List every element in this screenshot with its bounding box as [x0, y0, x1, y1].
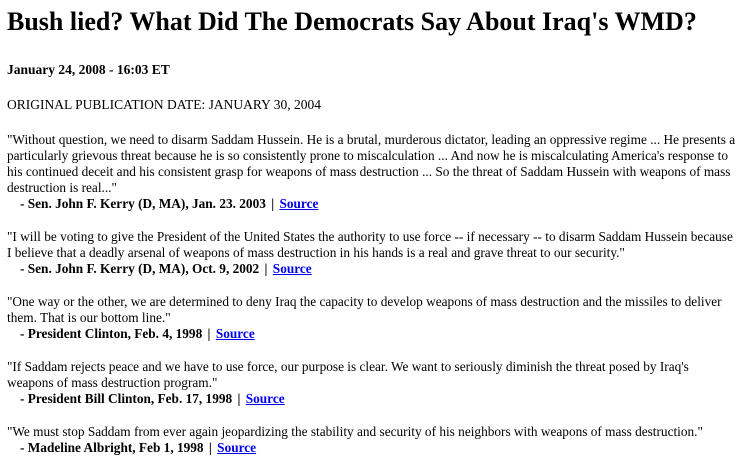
attribution-text: - Sen. John F. Kerry (D, MA), Jan. 23. 2003 [20, 196, 266, 212]
quote-attribution [7, 326, 255, 342]
article-dateline: January 24, 2008 - 16:03 ET [7, 62, 170, 78]
quote-attribution [7, 440, 256, 456]
quote-attribution [7, 261, 312, 277]
quote-paragraph [7, 359, 737, 407]
source-link[interactable]: Source [272, 261, 312, 277]
quote-paragraph [7, 424, 737, 456]
source-link[interactable]: Source [215, 326, 255, 342]
quote-text: "We must stop Saddam from ever again jeopardizing the stability and security of his neighbors with weapons of mass destruction." [7, 424, 703, 440]
quote-paragraph [7, 294, 737, 342]
attribution-separator: | [207, 326, 211, 342]
attribution-separator: | [208, 440, 212, 456]
attribution-separator: | [271, 196, 275, 212]
source-link[interactable]: Source [279, 196, 319, 212]
quote-text: "One way or the other, we are determined to deny Iraq the capacity to develop weapons of mass destruction and the missiles to deliver them. That is our bottom line." [7, 294, 722, 326]
quote-attribution [7, 391, 285, 407]
quote-text: "I will be voting to give the President of the United States the authority to use force -- if necessary -- to disarm Saddam Hussein because I believe that a deadly arsenal of weapons of mass destruction in his hands is a real and grave threat to our security." [7, 229, 733, 261]
attribution-text: - Madeline Albright, Feb 1, 1998 [20, 440, 204, 456]
attribution-text: - President Bill Clinton, Feb. 17, 1998 [20, 391, 233, 407]
attribution-separator: | [237, 391, 241, 407]
quote-paragraph [7, 132, 737, 212]
quote-attribution [7, 196, 318, 212]
quote-text: "If Saddam rejects peace and we have to use force, our purpose is clear. We want to seriously diminish the threat posed by Iraq's weapons of mass destruction program." [7, 359, 689, 391]
source-link[interactable]: Source [217, 440, 257, 456]
quote-paragraph [7, 229, 737, 277]
attribution-separator: | [264, 261, 268, 277]
attribution-text: - President Clinton, Feb. 4, 1998 [20, 326, 203, 342]
attribution-text: - Sen. John F. Kerry (D, MA), Oct. 9, 2002 [20, 261, 260, 277]
page-title: Bush lied? What Did The Democrats Say About Iraq's WMD? [7, 7, 697, 36]
quote-text: "Without question, we need to disarm Saddam Hussein. He is a brutal, murderous dictator, leading an oppressive regime ... He presents a particularly grievous threat because he is so consistently prone to miscalculation ... And now he is miscalculating America's response to his continued deceit and his consistent grasp for weapons of mass destruction ... So the threat of Saddam Hussein with weapons of mass destruction is real..." [7, 132, 736, 196]
source-link[interactable]: Source [245, 391, 285, 407]
original-publication-date: ORIGINAL PUBLICATION DATE: JANUARY 30, 2004 [7, 97, 321, 113]
